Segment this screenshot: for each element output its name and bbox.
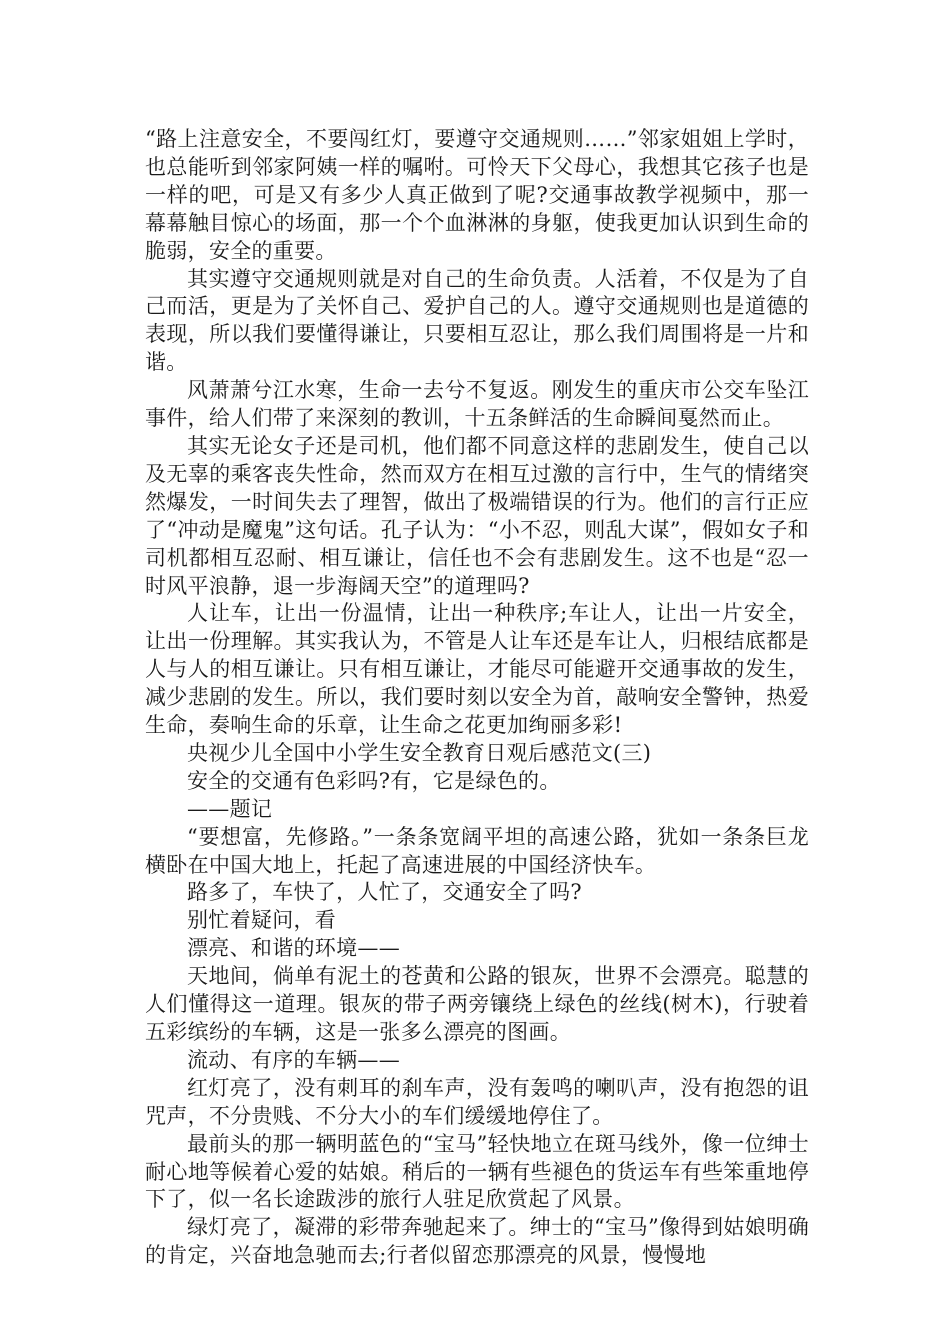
paragraph-10: 红灯亮了，没有刺耳的刹车声，没有轰鸣的喇叭声，没有抱怨的诅咒声，不分贵贱、不分大小的车们缓缓地停住了。 [145, 1075, 809, 1128]
paragraph-12: 绿灯亮了，凝滞的彩带奔驰起来了。绅士的“宝马”像得到姑娘明确的肯定，兴奋地急驰而去;行者似留恋那漂亮的风景，慢慢地 [145, 1215, 809, 1268]
paragraph-7: 路多了，车快了，人忙了，交通安全了吗? [187, 880, 582, 905]
paragraph-1: “路上注意安全，不要闯红灯，要遵守交通规则……”邻家姐姐上学时，也总能听到邻家阿姨一样的嘱咐。可怜天下父母心，我想其它孩子也是一样的吧，可是又有多少人真正做到了呢?交通事故教学视频中，那一幕幕触目惊心的场面，那一个个血淋淋的身躯，使我更加认识到生命的脆弱，安全的重要。 [145, 127, 809, 263]
paragraph-5: 人让车，让出一份温情，让出一种秩序;车让人，让出一片安全，让出一份理解。其实我认为，不管是人让车还是车让人，归根结底都是人与人的相互谦让。只有相互谦让，才能尽可能避开交通事故的发生，减少悲剧的发生。所以，我们要时刻以安全为首，敲响安全警钟，热爱生命，奏响生命的乐章，让生命之花更加绚丽多彩! [145, 601, 809, 738]
epigraph: 安全的交通有色彩吗?有，它是绿色的。 [187, 768, 561, 793]
paragraph-9: 天地间，倘单有泥土的苍黄和公路的银灰，世界不会漂亮。聪慧的人们懂得这一道理。银灰的带子两旁镶绕上绿色的丝线(树木)，行驶着五彩缤纷的车辆，这是一张多么漂亮的图画。 [145, 964, 809, 1044]
epigraph-attribution: ——题记 [187, 796, 273, 821]
subheading-vehicles: 流动、有序的车辆—— [187, 1047, 400, 1072]
paragraph-3: 风萧萧兮江水寒，生命一去兮不复返。刚发生的重庆市公交车坠江事件，给人们带了来深刻的教训，十五条鲜活的生命瞬间戛然而止。 [145, 378, 809, 431]
paragraph-8: 别忙着疑问，看 [187, 908, 337, 933]
section-title: 央视少儿全国中小学生安全教育日观后感范文(三) [187, 740, 652, 765]
paragraph-2: 其实遵守交通规则就是对自己的生命负责。人活着，不仅是为了自己而活，更是为了关怀自己、爱护自己的人。遵守交通规则也是道德的表现，所以我们要懂得谦让，只要相互忍让，那么我们周围将是一片和谐。 [145, 266, 809, 375]
paragraph-11: 最前头的那一辆明蓝色的“宝马”轻快地立在斑马线外，像一位绅士耐心地等候着心爱的姑娘。稍后的一辆有些褪色的货运车有些笨重地停下了，似一名长途跋涉的旅行人驻足欣赏起了风景。 [145, 1131, 809, 1212]
document-page [145, 126, 809, 1270]
paragraph-6: “要想富，先修路。”一条条宽阔平坦的高速公路，犹如一条条巨龙横卧在中国大地上，托起了高速进展的中国经济快车。 [145, 824, 809, 877]
subheading-environment: 漂亮、和谐的环境—— [187, 936, 400, 961]
paragraph-4: 其实无论女子还是司机，他们都不同意这样的悲剧发生，使自己以及无辜的乘客丧失性命，然而双方在相互过激的言行中，生气的情绪突然爆发，一时间失去了理智，做出了极端错误的行为。他们的言行正应了“冲动是魔鬼”这句话。孔子认为：“小不忍，则乱大谋”，假如女子和司机都相互忍耐、相互谦让，信任也不会有悲剧发生。这不也是“忍一时风平浪静，退一步海阔天空”的道理吗? [145, 433, 809, 598]
